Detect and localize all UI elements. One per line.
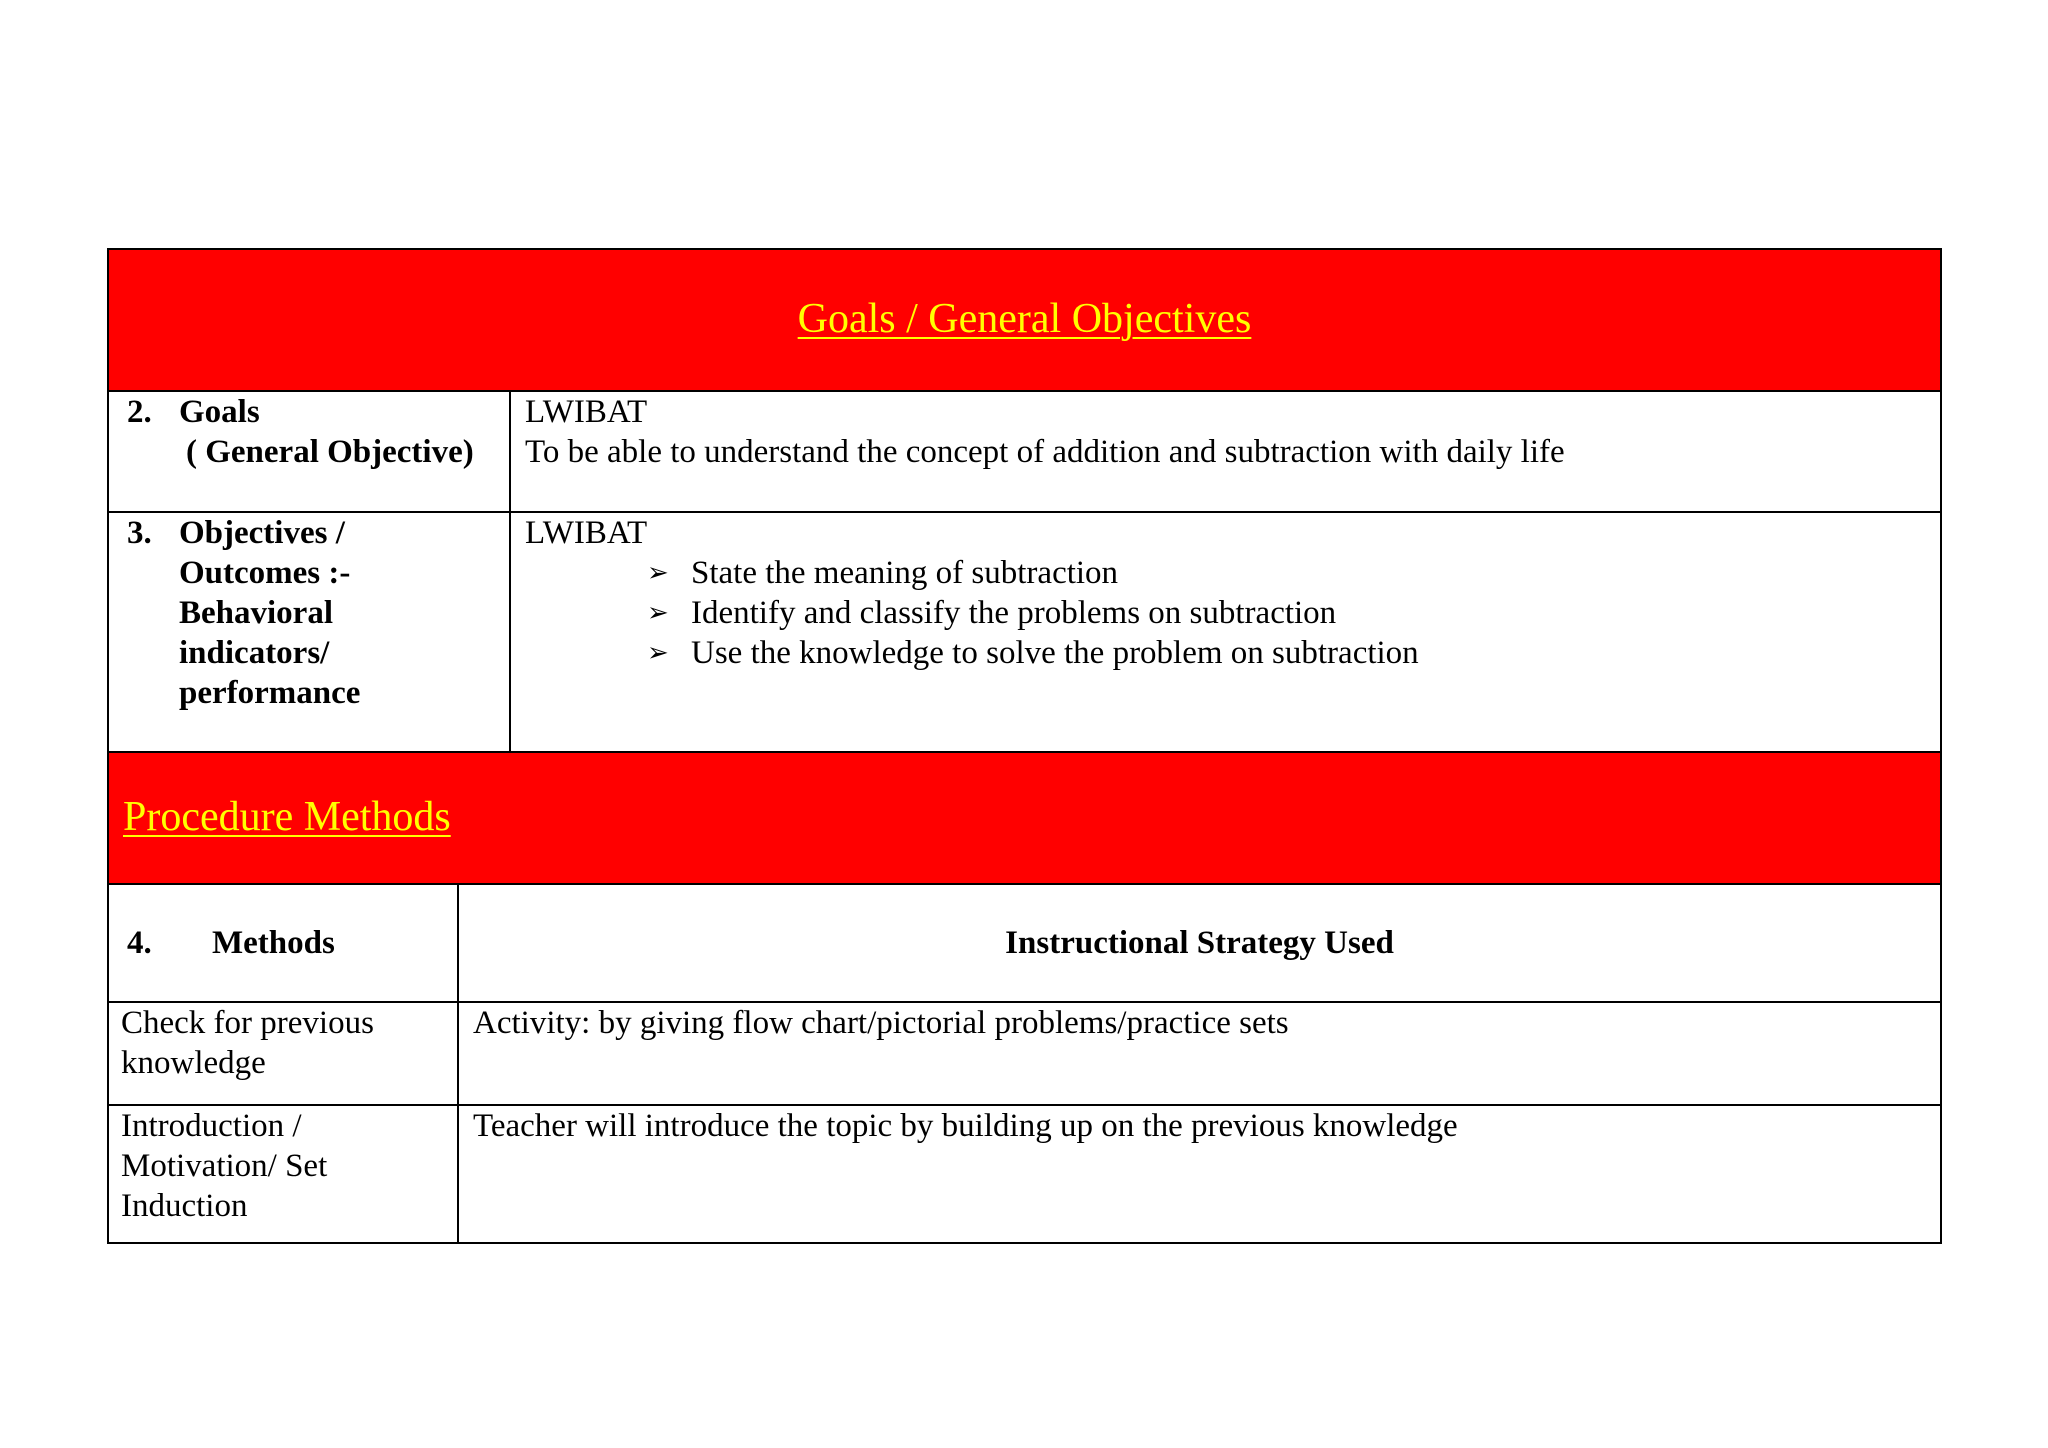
goals-banner [108,249,1941,391]
methods-header: Methods [212,925,335,961]
goals-lead: LWIBAT [525,394,648,430]
goals-number: 2. [127,394,152,430]
objectives-label-line: performance [179,675,361,711]
objective-item [647,593,1940,633]
method-line: knowledge [121,1045,266,1081]
strategy-cell [458,1002,1941,1105]
lesson-plan-document [107,248,1942,1244]
objectives-lead: LWIBAT [525,515,648,551]
objective-item [647,553,1940,593]
arrow-bullet-icon: ➢ [647,558,669,588]
goals-label-cell [108,391,510,512]
method-line: Introduction / [121,1108,302,1144]
objective-text: Identify and classify the problems on subtraction [691,595,1337,631]
method-cell [108,1002,458,1105]
table-row [108,1105,1941,1243]
goals-objectives-table [107,248,1942,753]
table-row [108,1002,1941,1105]
method-line: Motivation/ Set [121,1148,328,1184]
goals-content-cell [510,391,1941,512]
objectives-label-line: indicators/ [179,635,330,671]
method-line: Induction [121,1188,248,1224]
strategy-header: Instructional Strategy Used [1005,925,1394,961]
goals-text: To be able to understand the concept of addition and subtraction with daily life [525,434,1565,470]
objectives-label-line: Behavioral [179,595,333,631]
goals-label: Goals [179,394,260,430]
methods-header-cell [108,884,458,1002]
method-cell [108,1105,458,1243]
strategy-cell [458,1105,1941,1243]
strategy-header-cell [458,884,1941,1002]
strategy-text: Activity: by giving flow chart/pictorial problems/practice sets [473,1005,1289,1041]
procedure-banner-title: Procedure Methods [123,793,451,840]
procedure-banner [108,752,1941,884]
procedure-methods-table [107,751,1942,1244]
objectives-label-cell [108,512,510,752]
goals-banner-title: Goals / General Objectives [797,295,1252,342]
objective-text: State the meaning of subtraction [691,555,1119,591]
objective-item [647,633,1940,673]
objectives-label-line: Outcomes :- [179,555,351,591]
objectives-content-cell [510,512,1941,752]
methods-number: 4. [127,925,152,961]
objectives-label-line: Objectives / [179,515,345,551]
strategy-text: Teacher will introduce the topic by building up on the previous knowledge [473,1108,1458,1144]
goals-sublabel: ( General Objective) [186,434,474,470]
method-line: Check for previous [121,1005,374,1041]
objective-text: Use the knowledge to solve the problem on subtraction [691,635,1419,671]
objectives-number: 3. [127,515,152,551]
objectives-list [525,553,1940,673]
arrow-bullet-icon: ➢ [647,638,669,668]
arrow-bullet-icon: ➢ [647,598,669,628]
